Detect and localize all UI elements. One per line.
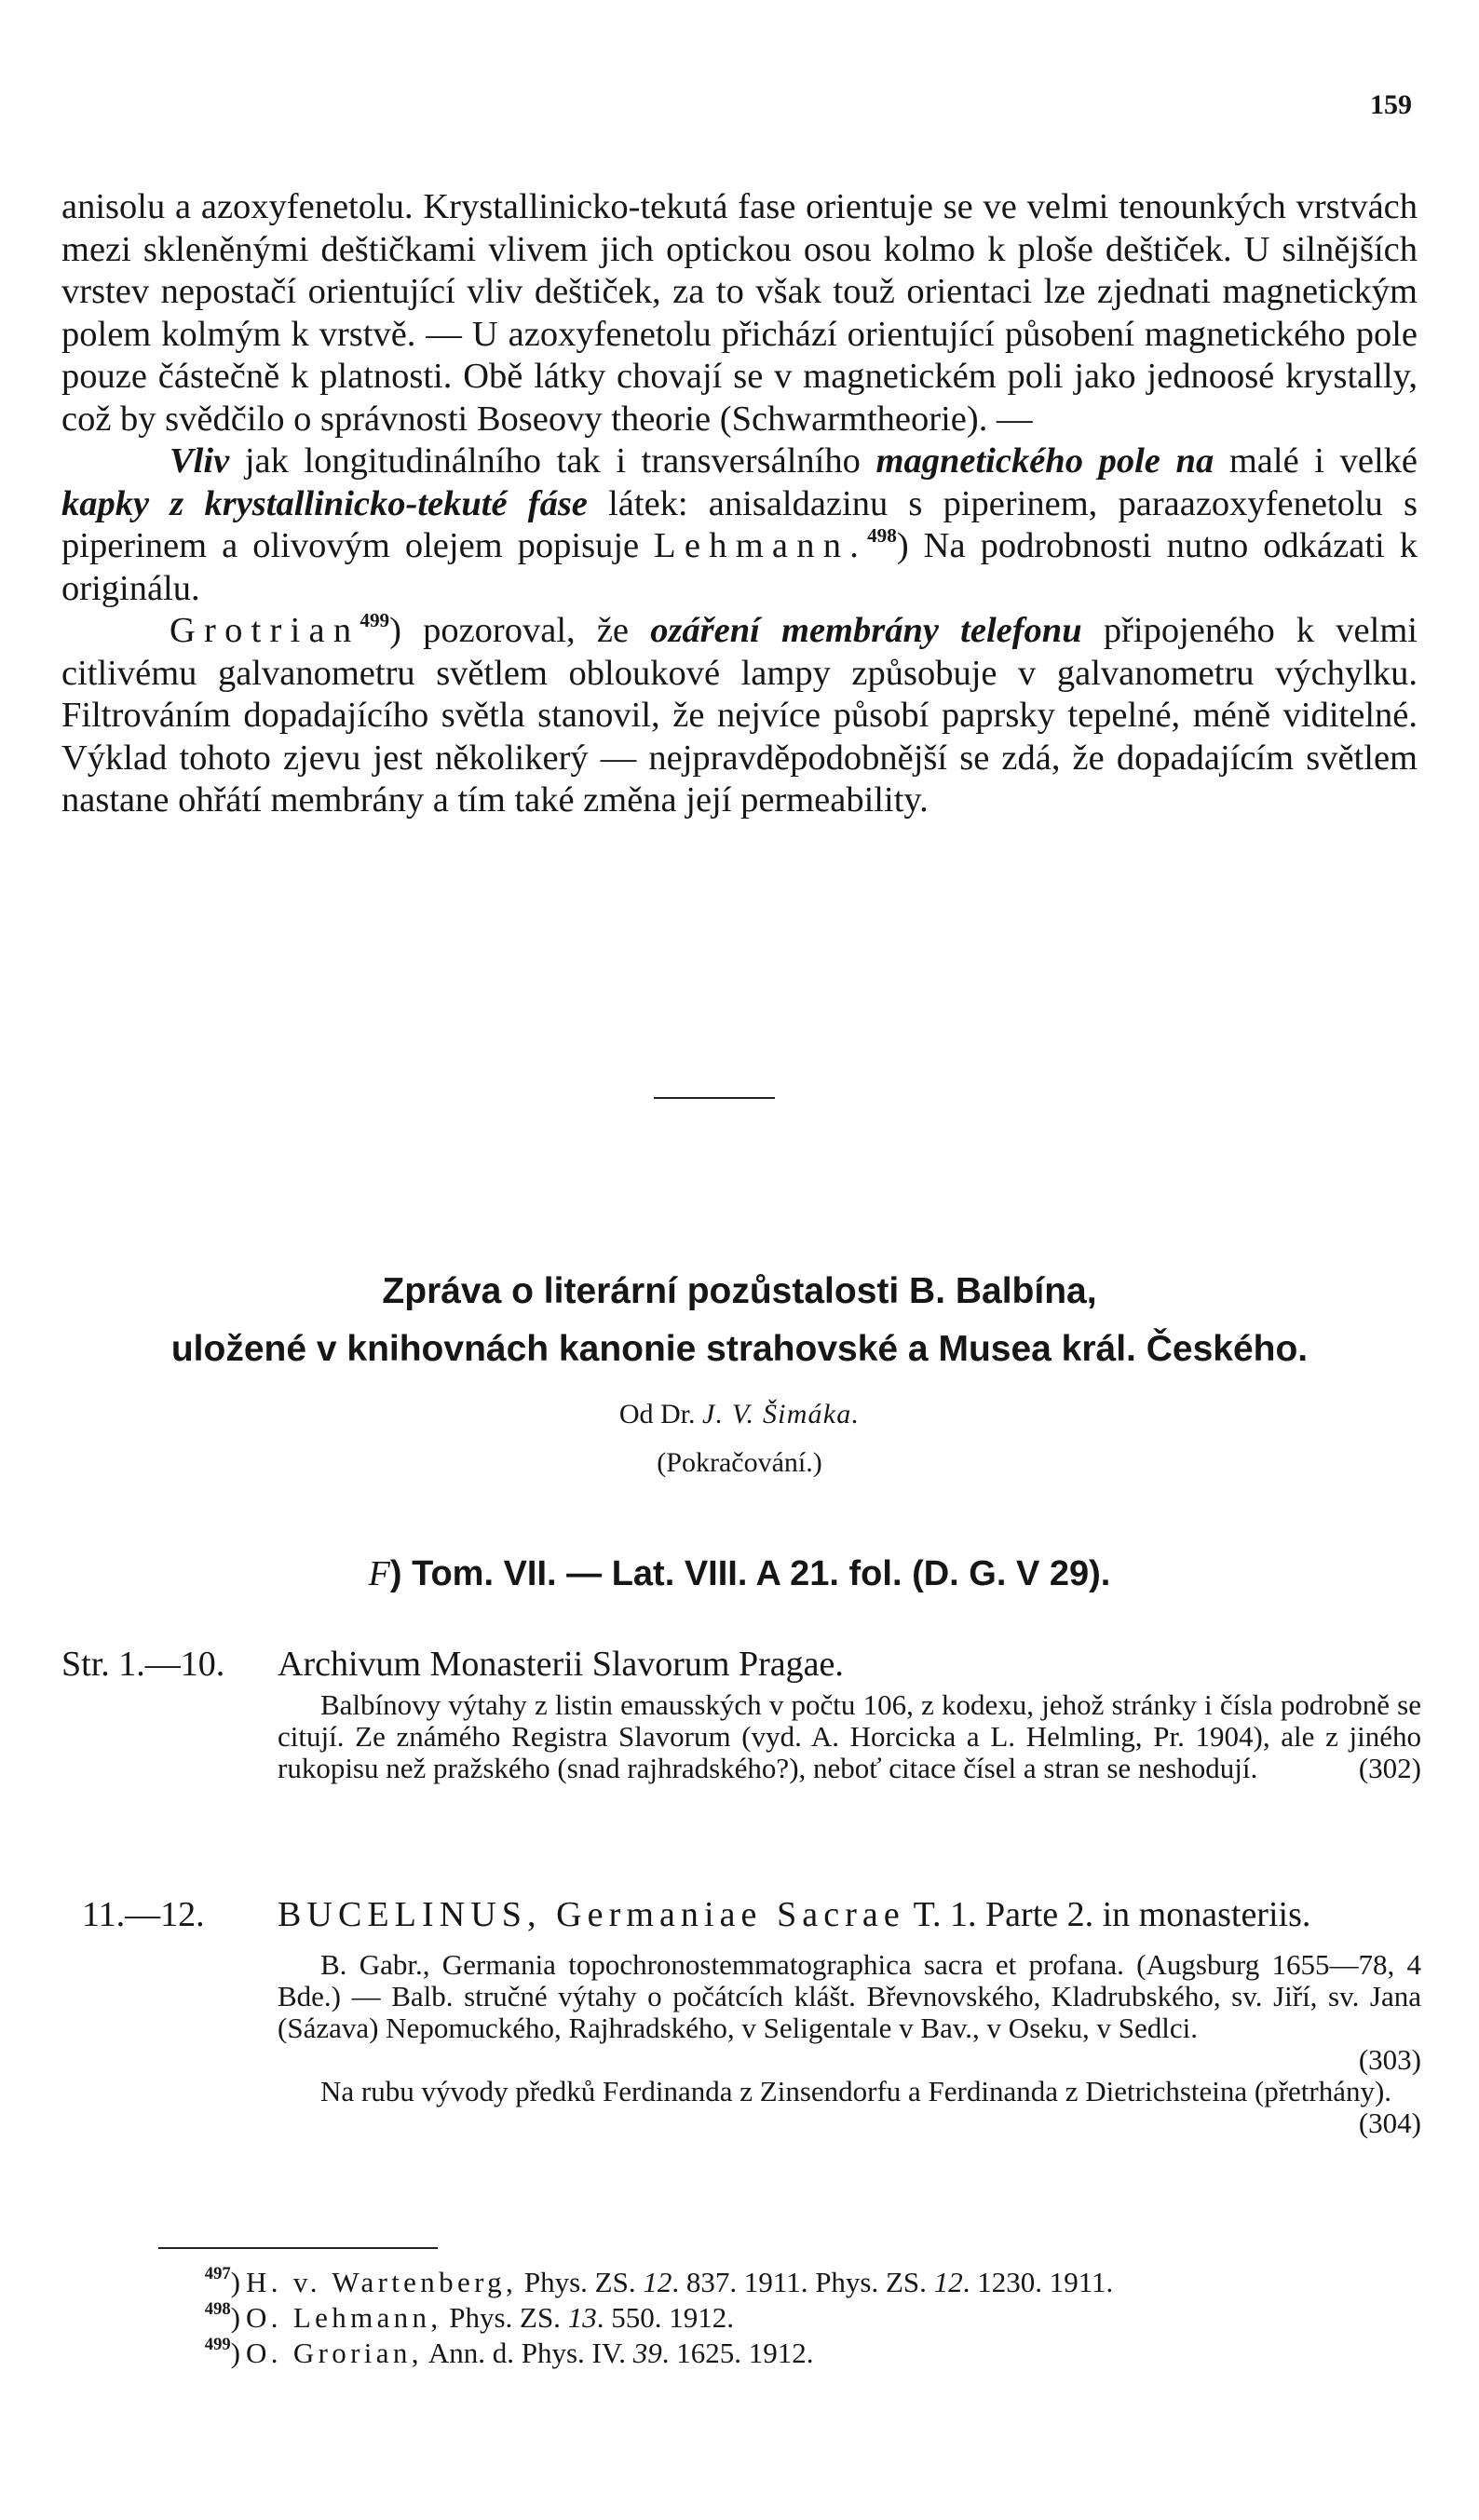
entry-title-spaced: BUCELINUS, Germaniae Sacrae <box>278 1895 905 1934</box>
entry-note-text: B. Gabr., Germania topochronostemmatographica sacra et profana. (Augsburg 1655—78, 4 Bde.) — Balb. stručné výtahy o počátcích klášt. Břevnovského, Kladrubského, sv. Jiří, sv. Jana (Sázava) Nepomuckého, Rajhradského, v Seligentale v Bav., v Oseku, v Sedlci. <box>278 1948 1421 2044</box>
text: malé i velké <box>1214 441 1418 481</box>
section-divider <box>654 1097 775 1099</box>
footnote-ref: 498 <box>867 524 897 548</box>
footnote-text: . 1625. 1912. <box>661 2337 814 2369</box>
entry-ref-number: (304) <box>1358 2107 1421 2139</box>
section-title-line-2: uložené v knihovnách kanonie strahovské a Musea král. Českého. <box>170 1329 1309 1369</box>
entry-pages: 11.—12. <box>82 1895 205 1934</box>
entry-ref-number: (302) <box>1358 1752 1421 1784</box>
emphasis: Vliv <box>170 441 230 481</box>
footnote-author: O. Lehmann, <box>246 2301 442 2334</box>
footnote-author: O. Grorian, <box>246 2337 423 2369</box>
entry-note-text: Na rubu vývody předků Ferdinanda z Zinsendorfu a Ferdinanda z Dietrichsteina (přetrhány). <box>320 2075 1392 2107</box>
author-name: Lehmann. <box>654 526 868 565</box>
catalog-entry <box>61 1893 1421 2139</box>
footnote-text: . 837. 1911. Phys. ZS. <box>672 2266 934 2298</box>
footnote-rule <box>158 2247 438 2249</box>
footnote-text: . 550. 1912. <box>596 2301 734 2334</box>
footnote-author: H. v. Wartenberg, <box>246 2266 518 2298</box>
author-prefix: Od Dr. <box>618 1399 696 1429</box>
footnotes <box>186 2265 1434 2371</box>
entry-title <box>278 1893 1421 1936</box>
entry-note <box>278 1689 1421 1784</box>
body-text <box>61 186 1418 822</box>
author-name: J. V. Šimáka. <box>701 1399 861 1429</box>
footnote: $^{499}$) O. Grorian, Ann. d. Phys. IV. 39. 1625. 1912. <box>204 2335 814 2369</box>
text: jak longitudinálního tak i transversálního <box>229 441 876 481</box>
text: ) Na podrobnosti nutno odkázati k originálu. <box>61 526 1418 608</box>
paragraph-1: anisolu a azoxyfenetolu. Krystallinicko-tekutá fase orientuje se ve velmi tenounkých vrstvách mezi skleněnými deštičkami vlivem jich optickou osou kolmo k ploše deštiček. U silnějších vrstev nepostačí orientující vliv deštiček, za to však touž orientaci lze zjednati magnetickým polem kolmým k vrstvě. — U azoxyfenetolu přichází orientující působení magnetického pole pouze částečně k platnosti. Obě látky chovají se v magnetickém poli jako jednoosé krystally, což by svědčilo o správnosti Boseovy theorie (Schwarmtheorie). — <box>61 187 1418 439</box>
text: připojeného k velmi citlivému galvanometru světlem obloukové lampy způsobuje v galvanometru výchylku. Filtrováním dopadajícího světla stanovil, že nejvíce působí paprsky tepelné, méně viditelné. Výklad tohoto zjevu jest několikerý — nejpravděpodobnější se zdá, že dopadajícím světlem nastane ohřátí membrány a tím také změna její permeability. <box>61 611 1418 820</box>
footnote-number: 497 <box>204 2264 231 2284</box>
section-title-line-1: Zpráva o literární pozůstalosti B. Balbína, <box>382 1271 1097 1311</box>
footnote-volume: 12 <box>933 2266 963 2298</box>
footnote-volume: 39 <box>632 2337 662 2369</box>
entry-ref-number: (303) <box>1358 2043 1421 2076</box>
continued-note: (Pokračování.) <box>657 1447 822 1478</box>
paragraph-3 <box>61 610 1418 822</box>
footnote-number: 498 <box>204 2299 231 2320</box>
article-author <box>0 1399 1479 1430</box>
entry-pages: Str. 1.—10. <box>61 1645 225 1684</box>
text: látek: anisaldazinu s piperinem, paraazoxyfenetolu s piperinem a olivovým olejem popisuje <box>61 483 1418 565</box>
section-title <box>0 1263 1479 1378</box>
footnote-text: Phys. ZS. <box>517 2266 644 2298</box>
catalog-entry <box>61 1643 1421 1784</box>
page-number: 159 <box>1370 89 1412 120</box>
tome-letter: F <box>368 1554 390 1593</box>
footnote-volume: 13 <box>567 2301 597 2334</box>
tome-heading <box>0 1553 1479 1594</box>
tome-heading-text: ) Tom. VII. — Lat. VIII. A 21. fol. (D. G. V 29). <box>389 1554 1111 1593</box>
footnote-text: . 1230. 1911. <box>962 2266 1114 2298</box>
entry-title-rest: T. 1. Parte 2. in monasteriis. <box>904 1895 1311 1934</box>
emphasis: magnetického pole na <box>875 441 1214 481</box>
footnote: $^{497}$) H. v. Wartenberg, Phys. ZS. 12. 837. 1911. Phys. ZS. 12. 1230. 1911. <box>204 2264 1114 2298</box>
footnote-text: Ann. d. Phys. IV. <box>422 2337 633 2369</box>
footnote-volume: 12 <box>643 2266 672 2298</box>
text: ) pozoroval, že <box>389 611 651 650</box>
footnote-number: 499 <box>204 2335 231 2355</box>
author-name: Grotrian <box>170 611 360 650</box>
entry-title: Archivum Monasterii Slavorum Pragae. <box>278 1645 844 1684</box>
entry-note-text: Balbínovy výtahy z listin emausských v počtu 106, z kodexu, jehož stránky i čísla podrobně se citují. Ze známého Registra Slavorum (vyd. A. Horcicka a L. Helmling, Pr. 1904), ale z jiného rukopisu než pražského (snad rajhradského?), neboť citace čísel a stran se neshodují. <box>278 1688 1421 1784</box>
footnote: $^{498}$) O. Lehmann, Phys. ZS. 13. 550. 1912. <box>204 2299 734 2334</box>
paragraph-2 <box>61 440 1418 610</box>
footnote-ref: 499 <box>360 609 390 632</box>
footnote-text: Phys. ZS. <box>441 2301 568 2334</box>
emphasis: ozáření membrány telefonu <box>650 611 1082 650</box>
entry-note <box>278 1948 1421 2139</box>
emphasis: kapky z krystallinicko-tekuté fáse <box>61 483 588 523</box>
